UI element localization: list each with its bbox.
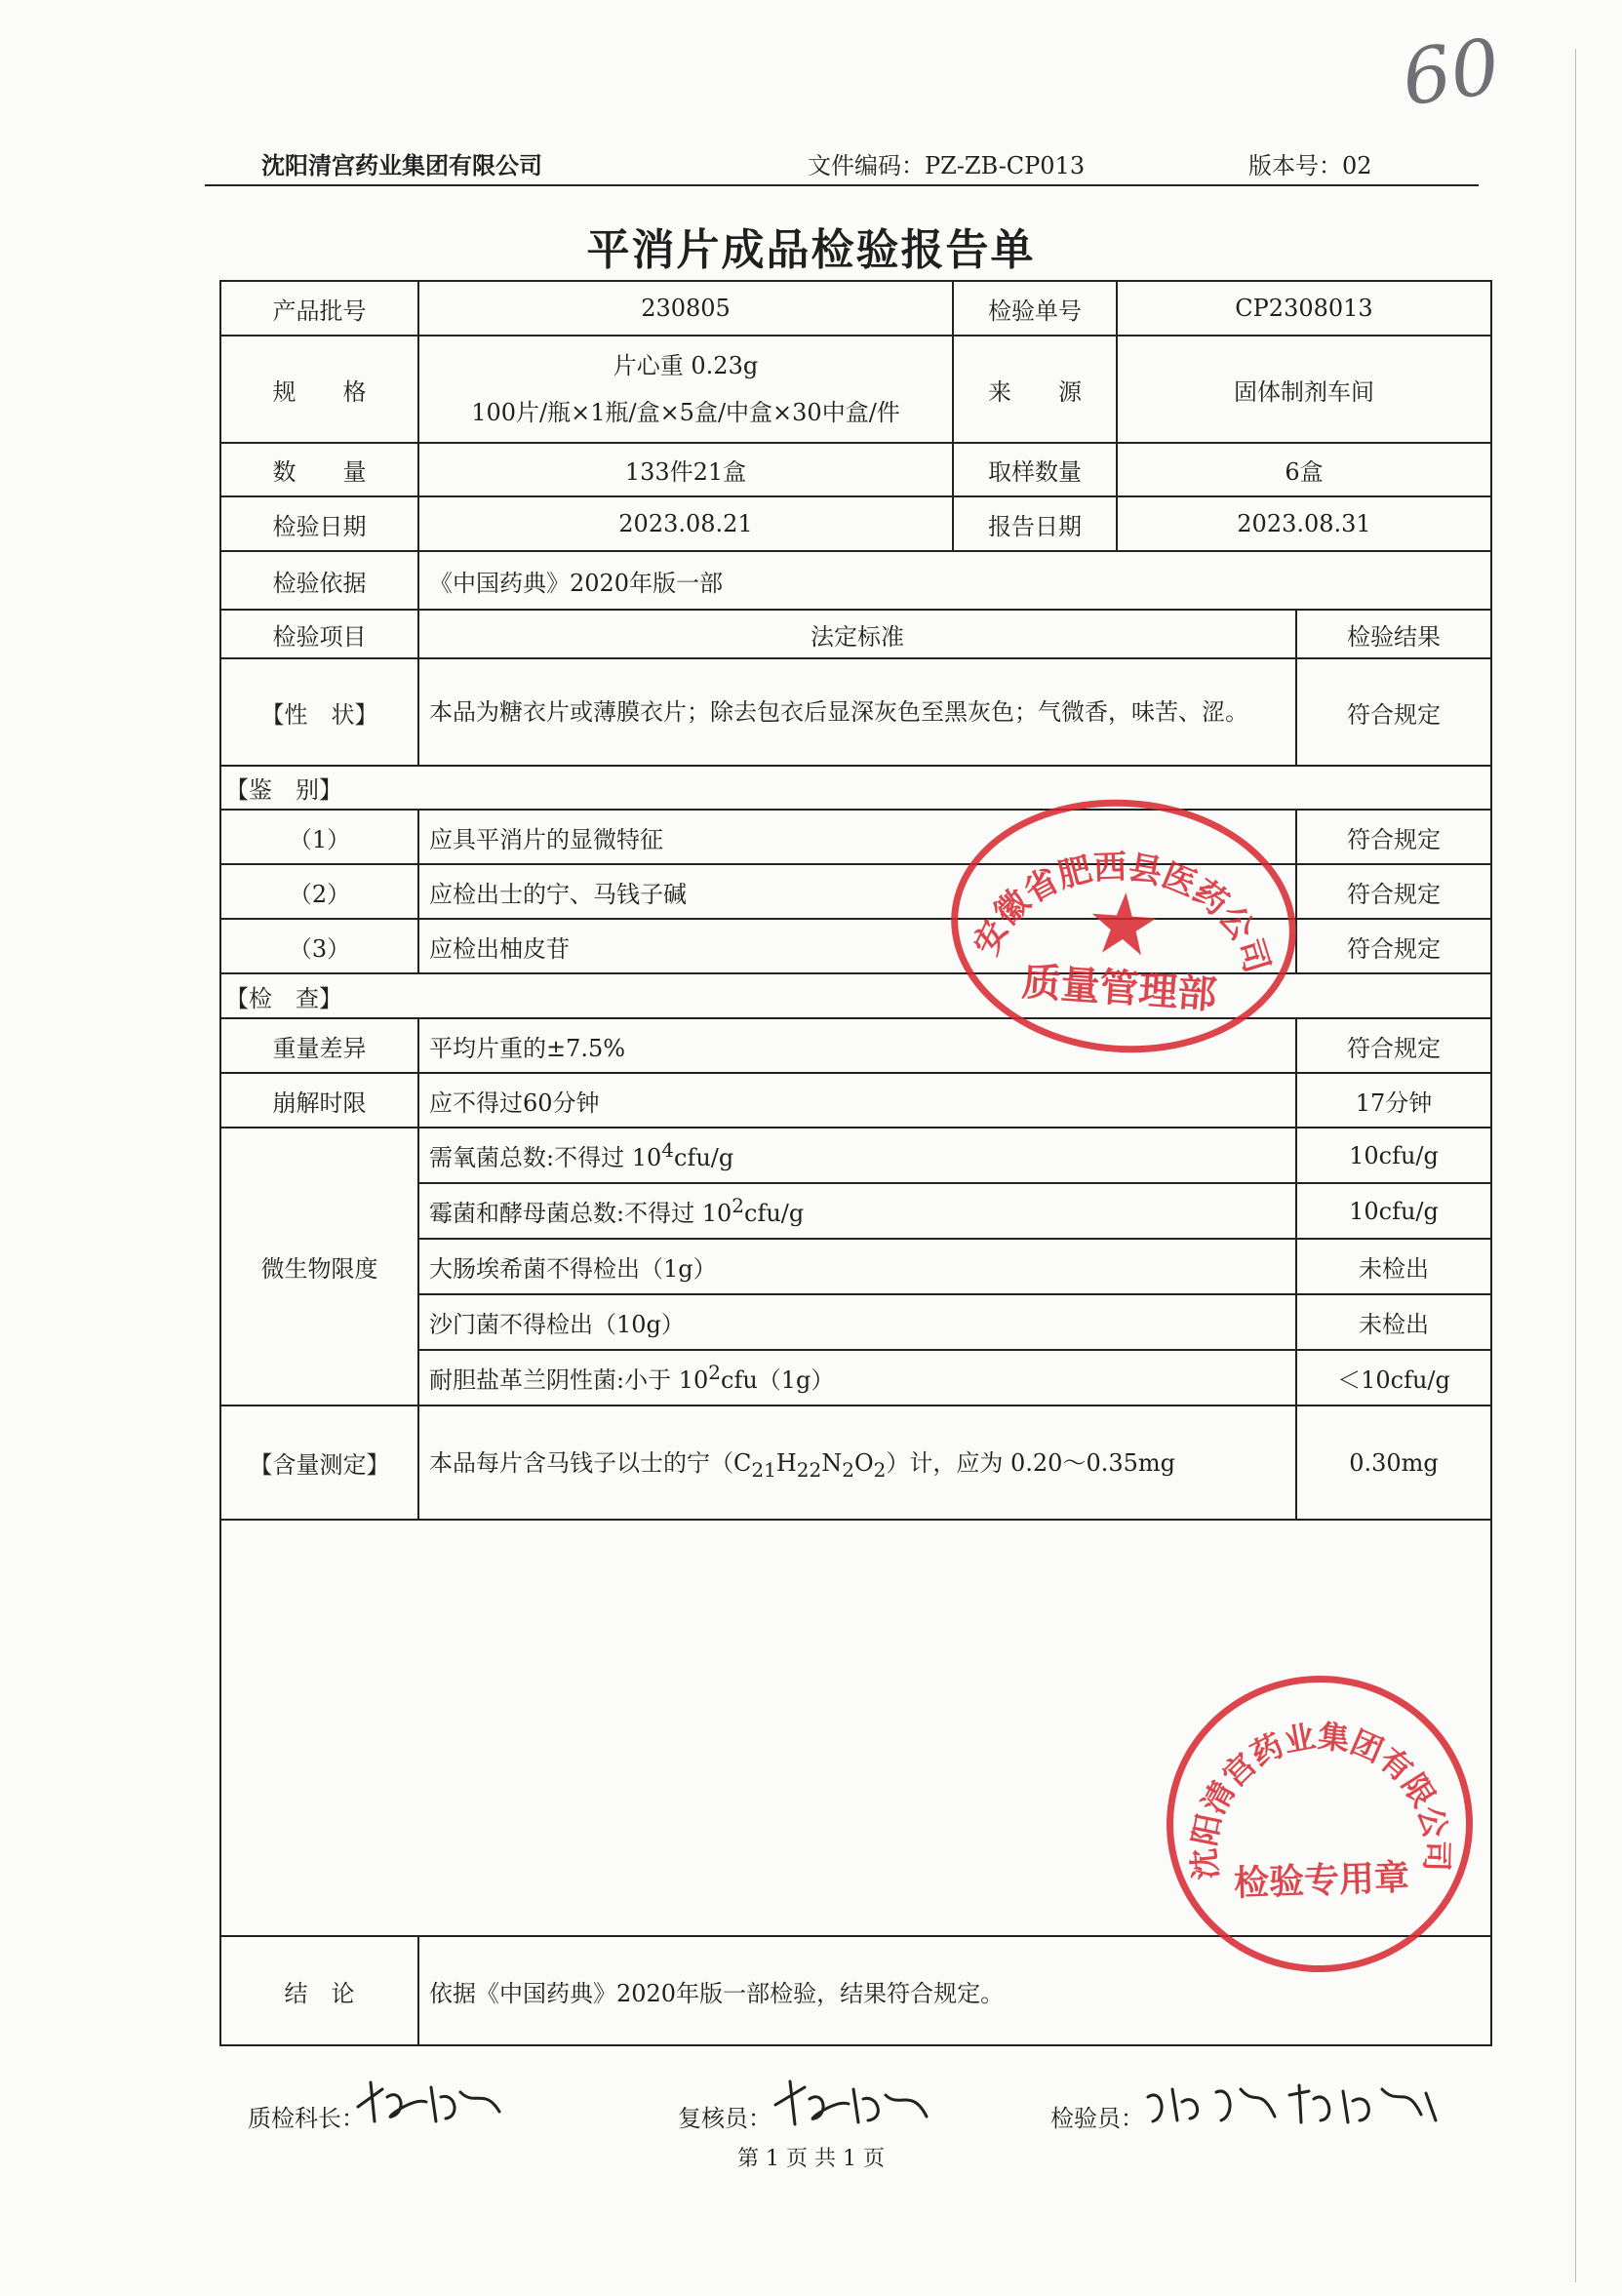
table-row — [220, 336, 1491, 443]
conclusion-text: 依据《中国药典》2020年版一部检验，结果符合规定。 — [418, 1936, 1491, 2045]
seal-graphic — [1168, 1678, 1471, 1970]
micro-standard-text: 耐胆盐革兰阴性菌:小于 10 — [429, 1366, 709, 1394]
qty-label: 数 量 — [220, 443, 418, 496]
header-rule — [205, 184, 1479, 186]
test-date-value: 2023.08.21 — [418, 496, 953, 551]
formula-subscript: 22 — [796, 1457, 822, 1482]
qty-value: 133件21盒 — [418, 443, 953, 496]
assay-text: ）计，应为 0.20～0.35mg — [886, 1449, 1175, 1478]
inspection-section-label: 【检 查】 — [220, 973, 1491, 1018]
sample-label: 取样数量 — [953, 443, 1117, 496]
quality-dept-seal — [942, 788, 1304, 1064]
seal-outer-text: 沈阳清宫药业集团有限公司 — [1185, 1717, 1456, 1881]
ident-item: （1） — [220, 810, 418, 864]
report-title: 平消片成品检验报告单 — [586, 225, 1036, 275]
document-code: 文件编码：PZ-ZB-CP013 — [808, 152, 1086, 179]
conclusion-label: 结 论 — [220, 1936, 418, 2045]
micro-standard-unit: cfu（1g） — [721, 1366, 835, 1394]
table-row — [220, 810, 1491, 864]
seal-inner-text: 检验专用章 — [1233, 1857, 1410, 1905]
micro-standard-exponent: 2 — [732, 1194, 744, 1217]
ident-item: （3） — [220, 919, 418, 973]
spec-value — [418, 336, 953, 443]
signature-graphic — [771, 2078, 931, 2131]
inspector-signature — [1143, 2078, 1441, 2131]
micro-standard-unit: cfu/g — [744, 1200, 805, 1227]
reviewer-signature — [771, 2078, 931, 2131]
ident-result: 符合规定 — [1296, 864, 1491, 919]
formula-element: N — [821, 1449, 843, 1478]
ident-standard: 应检出柚皮苷 — [418, 919, 1296, 973]
disintegration-standard: 应不得过60分钟 — [418, 1073, 1296, 1128]
micro-result: 未检出 — [1296, 1239, 1491, 1294]
table-row — [220, 610, 1491, 658]
weight-item: 重量差异 — [220, 1018, 418, 1073]
micro-standard-exponent: 2 — [708, 1361, 721, 1384]
assay-label: 【含量测定】 — [220, 1405, 418, 1520]
weight-standard: 平均片重的±7.5% — [418, 1018, 1296, 1073]
disintegration-item: 崩解时限 — [220, 1073, 418, 1128]
seal-star-icon — [1089, 891, 1158, 956]
version-number: 版本号：02 — [1248, 152, 1372, 179]
batch-label: 产品批号 — [220, 281, 418, 336]
appearance-result: 符合规定 — [1296, 658, 1491, 766]
assay-standard — [418, 1405, 1296, 1520]
report-no-value: CP2308013 — [1117, 281, 1491, 336]
ident-item: （2） — [220, 864, 418, 919]
assay-text: 本品每片含马钱子以士的宁（C — [429, 1449, 752, 1478]
micro-result: 10cfu/g — [1296, 1128, 1491, 1183]
signature-graphic — [1143, 2078, 1441, 2131]
basis-value: 《中国药典》2020年版一部 — [418, 551, 1491, 610]
column-header-standard: 法定标准 — [418, 610, 1296, 658]
micro-standard-exponent: 4 — [661, 1138, 674, 1162]
table-row — [220, 1128, 1491, 1183]
ident-standard: 应检出士的宁、马钱子碱 — [418, 864, 1296, 919]
appearance-standard: 本品为糖衣片或薄膜衣片；除去包衣后显深灰色至黑灰色；气微香，味苦、涩。 — [418, 658, 1296, 766]
formula-subscript: 21 — [751, 1457, 776, 1482]
table-row — [220, 919, 1491, 973]
spec-line-2: 100片/瓶×1瓶/盒×5盒/中盒×30中盒/件 — [471, 399, 900, 426]
micro-limit-label: 微生物限度 — [220, 1128, 418, 1405]
micro-standard — [418, 1128, 1296, 1183]
micro-standard-text: 需氧菌总数:不得过 10 — [429, 1144, 662, 1171]
qc-chief-signature — [353, 2078, 504, 2131]
micro-standard: 大肠埃希菌不得检出（1g） — [418, 1239, 1296, 1294]
report-date-label: 报告日期 — [953, 496, 1117, 551]
table-row — [220, 551, 1491, 610]
table-row — [220, 658, 1491, 766]
basis-label: 检验依据 — [220, 551, 418, 610]
sample-value: 6盒 — [1117, 443, 1491, 496]
reviewer-label: 复核员： — [678, 2105, 771, 2132]
source-label: 来 源 — [953, 336, 1117, 443]
scan-edge-line — [1575, 49, 1576, 2282]
micro-result: ＜10cfu/g — [1296, 1350, 1491, 1405]
formula-subscript: 2 — [842, 1457, 854, 1482]
table-row — [220, 281, 1491, 336]
identification-section-label: 【鉴 别】 — [220, 766, 1491, 810]
column-header-item: 检验项目 — [220, 610, 418, 658]
assay-result: 0.30mg — [1296, 1405, 1491, 1520]
micro-standard-unit: cfu/g — [674, 1144, 734, 1171]
table-row — [220, 1405, 1491, 1520]
seal-outer-text: 安徽省肥西县医药公司 — [967, 848, 1277, 978]
table-row — [220, 1073, 1491, 1128]
ident-result: 符合规定 — [1296, 810, 1491, 864]
source-value: 固体制剂车间 — [1117, 336, 1491, 443]
appearance-label: 【性 状】 — [220, 658, 418, 766]
micro-standard: 沙门菌不得检出（10g） — [418, 1294, 1296, 1350]
batch-value: 230805 — [418, 281, 953, 336]
weight-result: 符合规定 — [1296, 1018, 1491, 1073]
inspection-seal — [1162, 1671, 1478, 1978]
formula-element: H — [775, 1449, 797, 1478]
inspector-label: 检验员： — [1050, 2105, 1144, 2132]
micro-result: 10cfu/g — [1296, 1183, 1491, 1239]
table-row — [220, 496, 1491, 551]
table-row — [220, 973, 1491, 1018]
test-date-label: 检验日期 — [220, 496, 418, 551]
micro-standard — [418, 1183, 1296, 1239]
table-row — [220, 1018, 1491, 1073]
report-no-label: 检验单号 — [953, 281, 1117, 336]
micro-standard — [418, 1350, 1296, 1405]
seal-graphic — [950, 795, 1297, 1056]
company-name: 沈阳清宫药业集团有限公司 — [261, 151, 542, 179]
spec-label: 规 格 — [220, 336, 418, 443]
micro-result: 未检出 — [1296, 1294, 1491, 1350]
formula-subscript: 2 — [873, 1457, 887, 1482]
column-header-result: 检验结果 — [1296, 610, 1491, 658]
signature-graphic — [353, 2078, 504, 2131]
spec-line-1: 片心重 0.23g — [613, 352, 759, 379]
handwritten-page-number: 60 — [1397, 22, 1506, 124]
formula-element: O — [853, 1449, 874, 1478]
disintegration-result: 17分钟 — [1296, 1073, 1491, 1128]
table-row — [220, 766, 1491, 810]
ident-standard: 应具平消片的显微特征 — [418, 810, 1296, 864]
ident-result: 符合规定 — [1296, 919, 1491, 973]
micro-standard-text: 霉菌和酵母菌总数:不得过 10 — [429, 1200, 732, 1227]
page-number: 第 1 页 共 1 页 — [737, 2147, 885, 2171]
table-row — [220, 443, 1491, 496]
seal-inner-text: 质量管理部 — [1020, 959, 1218, 1018]
report-date-value: 2023.08.31 — [1117, 496, 1491, 551]
table-row — [220, 864, 1491, 919]
qc-chief-label: 质检科长： — [248, 2105, 365, 2132]
